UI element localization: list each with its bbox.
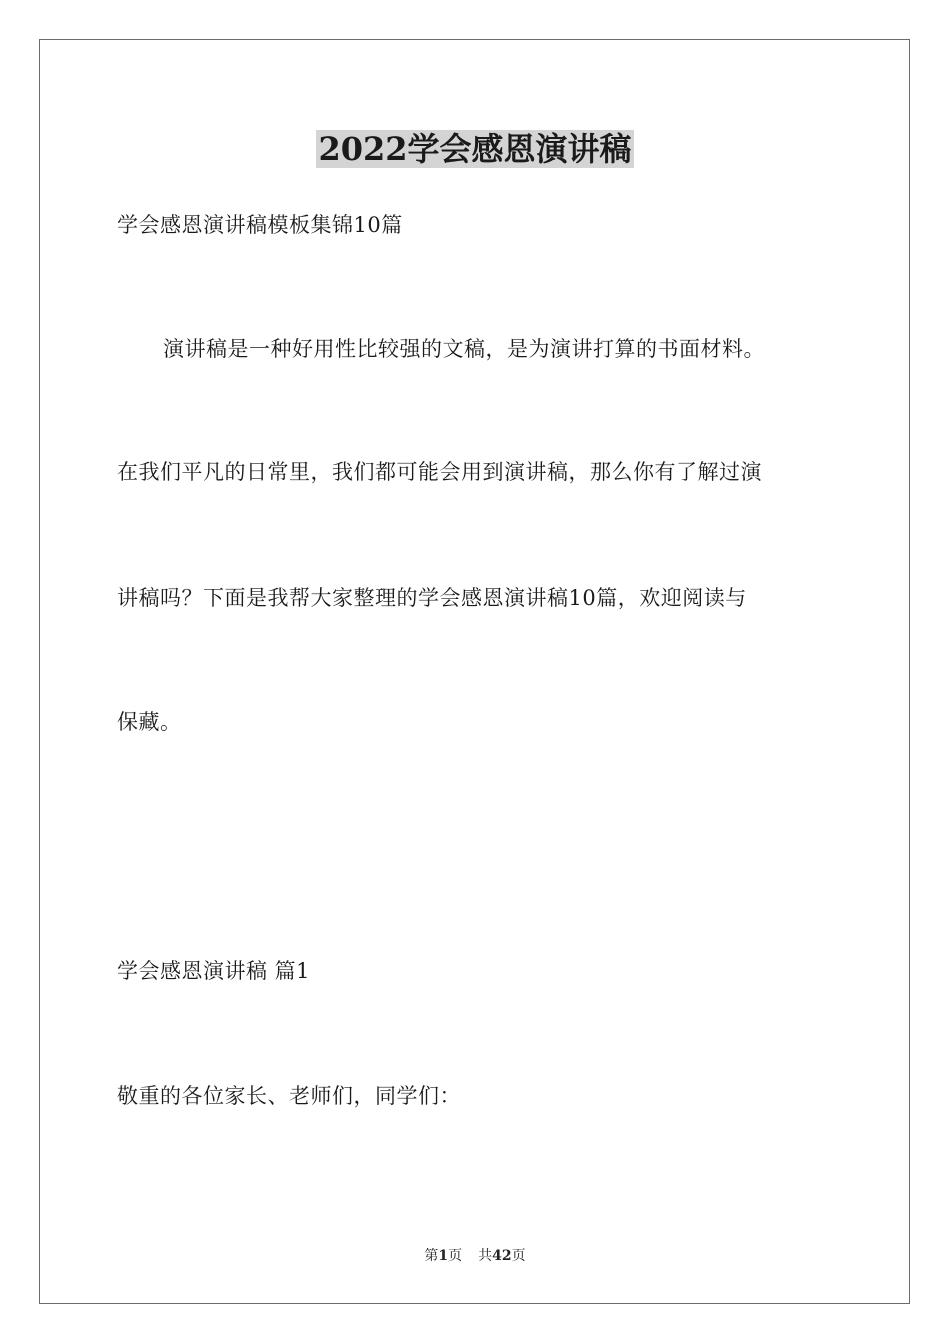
document-title-text: 2022学会感恩演讲稿 [318, 130, 632, 168]
footer-page-prefix: 第 [424, 1248, 439, 1264]
footer-page-number: 1 [438, 1248, 449, 1264]
salutation: 敬重的各位家长、老师们，同学们： [117, 1084, 461, 1108]
document-title [0, 127, 950, 171]
section-heading: 学会感恩演讲稿 篇1 [117, 959, 311, 983]
intro-line-4: 保藏。 [117, 710, 182, 734]
intro-line-3: 讲稿吗？下面是我帮大家整理的学会感恩演讲稿10篇，欢迎阅读与 [117, 586, 747, 610]
footer-total-prefix: 共 [478, 1248, 493, 1264]
page-footer [0, 1246, 950, 1266]
footer-total-pages: 42 [492, 1248, 512, 1264]
intro-line-2: 在我们平凡的日常里，我们都可能会用到演讲稿，那么你有了解过演 [117, 460, 762, 484]
intro-line-1: 演讲稿是一种好用性比较强的文稿，是为演讲打算的书面材料。 [163, 337, 765, 361]
document-subtitle: 学会感恩演讲稿模板集锦10篇 [117, 213, 403, 237]
footer-total-suffix: 页 [511, 1248, 526, 1264]
footer-page-suffix: 页 [448, 1248, 463, 1264]
